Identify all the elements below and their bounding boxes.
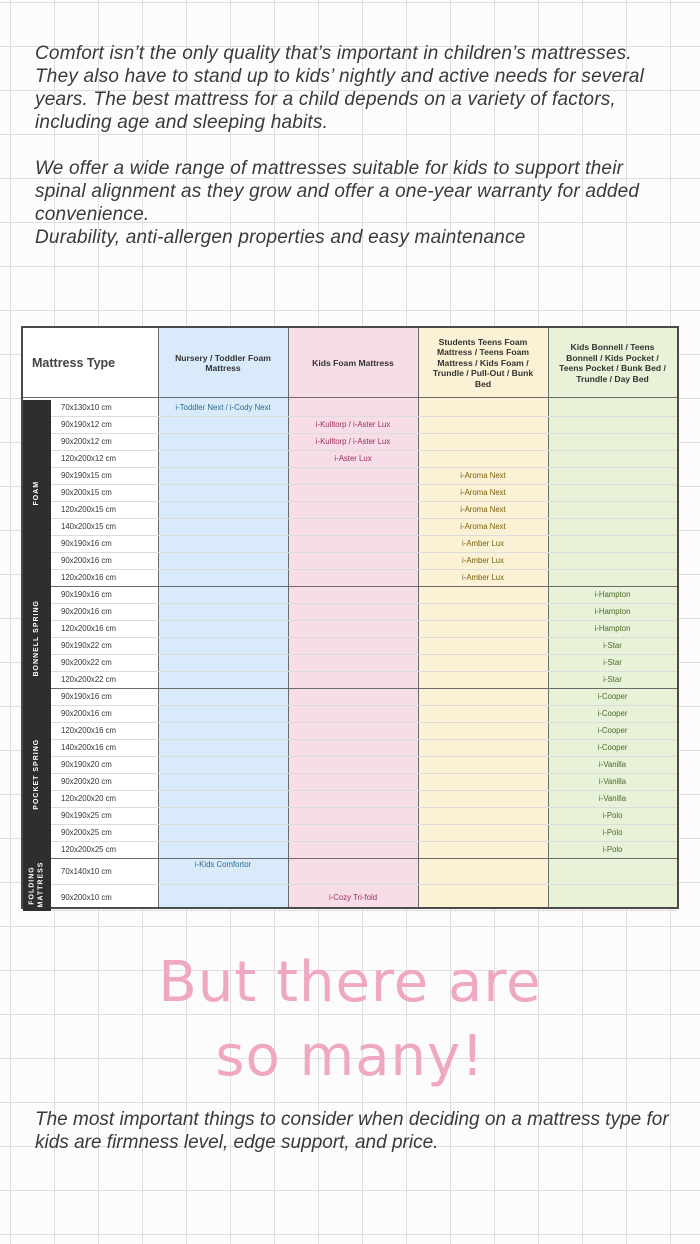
model-cell: i-Star xyxy=(603,675,622,684)
model-cell xyxy=(158,842,288,858)
table-row xyxy=(51,757,677,774)
model-cell xyxy=(288,502,418,518)
model-cell xyxy=(158,723,288,739)
model-cell xyxy=(158,434,288,450)
model-cell xyxy=(288,604,418,620)
model-cell: i-Amber Lux xyxy=(461,573,505,582)
model-cell xyxy=(158,587,288,603)
size-cell: 120x200x15 cm xyxy=(61,505,117,514)
model-cell xyxy=(288,468,418,484)
model-cell: i-Cooper xyxy=(597,692,628,701)
model-cell xyxy=(418,400,548,416)
table-row xyxy=(51,774,677,791)
table-row xyxy=(51,808,677,825)
size-cell: 90x190x16 cm xyxy=(61,590,112,599)
model-cell xyxy=(418,434,548,450)
table-row xyxy=(51,570,677,587)
size-cell: 90x200x22 cm xyxy=(61,658,112,667)
size-cell: 120x200x16 cm xyxy=(61,726,117,735)
model-cell xyxy=(288,672,418,688)
table-row xyxy=(51,604,677,621)
size-cell: 120x200x12 cm xyxy=(61,454,117,463)
table-row xyxy=(51,417,677,434)
model-cell xyxy=(288,553,418,569)
model-cell xyxy=(288,706,418,722)
model-cell: i-Kulltorp / i-Aster Lux xyxy=(315,437,391,446)
header-kids-foam: Kids Foam Mattress xyxy=(312,357,394,368)
model-cell xyxy=(548,885,677,910)
size-cell: 120x200x22 cm xyxy=(61,675,117,684)
model-cell: i-Polo xyxy=(602,811,623,820)
size-cell: 120x200x16 cm xyxy=(61,573,117,582)
model-cell: i-Aroma Next xyxy=(460,505,506,514)
table-row xyxy=(51,689,677,706)
group-label xyxy=(23,400,51,587)
model-cell: i-Vanilla xyxy=(598,760,627,769)
model-cell: i-Star xyxy=(603,641,622,650)
model-cell xyxy=(548,570,677,586)
table-row xyxy=(51,587,677,604)
table-row xyxy=(51,468,677,485)
model-cell xyxy=(288,570,418,586)
model-cell xyxy=(158,791,288,807)
model-cell xyxy=(418,451,548,467)
model-cell xyxy=(158,519,288,535)
size-cell: 90x190x12 cm xyxy=(61,420,112,429)
model-cell xyxy=(158,570,288,586)
table-row xyxy=(51,672,677,689)
model-cell xyxy=(158,689,288,705)
model-cell xyxy=(158,706,288,722)
intro-paragraph-3: Durability, anti-allergen properties and easy maintenance xyxy=(35,227,526,248)
model-cell xyxy=(288,859,418,884)
model-cell xyxy=(158,621,288,637)
model-cell xyxy=(418,825,548,841)
model-cell xyxy=(418,842,548,858)
model-cell xyxy=(288,638,418,654)
model-cell xyxy=(418,706,548,722)
model-cell xyxy=(548,502,677,518)
model-cell xyxy=(288,536,418,552)
model-cell xyxy=(288,842,418,858)
model-cell xyxy=(158,502,288,518)
size-cell: 90x190x22 cm xyxy=(61,641,112,650)
size-cell: 120x200x20 cm xyxy=(61,794,117,803)
model-cell: i-Aster Lux xyxy=(334,454,372,463)
model-cell: i-Aroma Next xyxy=(460,488,506,497)
model-cell: i-Vanilla xyxy=(598,794,627,803)
size-cell: 90x190x16 cm xyxy=(61,539,112,548)
model-cell: i-Cooper xyxy=(597,743,628,752)
group-label-text: FOAM xyxy=(32,481,40,506)
model-cell xyxy=(288,621,418,637)
model-cell xyxy=(158,417,288,433)
table-row xyxy=(51,723,677,740)
model-cell xyxy=(158,553,288,569)
model-cell: i-Hampton xyxy=(594,624,631,633)
model-cell xyxy=(288,655,418,671)
headline-line-1: But there are xyxy=(158,950,542,1015)
model-cell xyxy=(158,757,288,773)
model-cell xyxy=(158,740,288,756)
model-cell xyxy=(418,672,548,688)
model-cell xyxy=(158,485,288,501)
size-cell: 140x200x15 cm xyxy=(61,522,117,531)
model-cell xyxy=(418,757,548,773)
model-cell: i-Vanilla xyxy=(598,777,627,786)
table-row xyxy=(51,859,677,885)
size-cell: 90x190x16 cm xyxy=(61,692,112,701)
intro-paragraph-2: We offer a wide range of mattresses suitable for kids to support their spinal alignment as they grow and offer a one-year warranty for added convenience. xyxy=(35,158,640,225)
model-cell xyxy=(288,791,418,807)
size-cell: 90x200x12 cm xyxy=(61,437,112,446)
size-cell: 90x200x10 cm xyxy=(61,893,112,902)
model-cell: i-Polo xyxy=(602,828,623,837)
model-cell xyxy=(288,400,418,416)
table-row xyxy=(51,885,677,911)
model-cell: i-Cooper xyxy=(597,709,628,718)
model-cell xyxy=(418,774,548,790)
group-label xyxy=(23,689,51,859)
size-cell: 90x200x15 cm xyxy=(61,488,112,497)
intro-paragraph-1: Comfort isn’t the only quality that’s important in children’s mattresses. They also have to stand up to kids’ nightly and active needs for several years. The best mattress for a child depends on a variety of factors, including age and sleeping habits. xyxy=(35,43,645,133)
table-row xyxy=(51,536,677,553)
model-cell xyxy=(418,791,548,807)
model-cell xyxy=(158,825,288,841)
size-cell: 90x200x25 cm xyxy=(61,828,112,837)
table-row xyxy=(51,485,677,502)
mattress-table xyxy=(21,326,679,909)
model-cell xyxy=(548,859,677,884)
model-cell xyxy=(158,885,288,910)
model-cell xyxy=(158,468,288,484)
intro-text xyxy=(35,42,675,249)
header-mattress-type: Mattress Type xyxy=(32,355,116,370)
model-cell: i-Polo xyxy=(602,845,623,854)
model-cell xyxy=(548,485,677,501)
model-cell xyxy=(158,604,288,620)
table-row xyxy=(51,400,677,417)
model-cell: i-Kids Comfortor xyxy=(194,860,252,869)
model-cell xyxy=(418,859,548,884)
size-cell: 140x200x16 cm xyxy=(61,743,117,752)
model-cell xyxy=(288,723,418,739)
model-cell xyxy=(418,689,548,705)
table-row xyxy=(51,638,677,655)
model-cell xyxy=(548,434,677,450)
model-cell xyxy=(158,451,288,467)
group-label xyxy=(23,587,51,689)
model-cell xyxy=(548,519,677,535)
table-row xyxy=(51,451,677,468)
model-cell xyxy=(288,774,418,790)
model-cell xyxy=(548,451,677,467)
outro-text: The most important things to consider when deciding on a mattress type for kids are firmness level, edge support, and price. xyxy=(35,1109,669,1153)
model-cell xyxy=(288,689,418,705)
model-cell: i-Hampton xyxy=(594,607,631,616)
model-cell xyxy=(548,536,677,552)
model-cell xyxy=(418,638,548,654)
table-header xyxy=(23,328,677,398)
headline-line-2: so many! xyxy=(215,1024,485,1089)
model-cell xyxy=(418,621,548,637)
model-cell xyxy=(418,723,548,739)
size-cell: 120x200x16 cm xyxy=(61,624,117,633)
model-cell xyxy=(548,400,677,416)
model-cell xyxy=(158,774,288,790)
table-row xyxy=(51,655,677,672)
size-cell: 90x200x16 cm xyxy=(61,556,112,565)
size-cell: 90x190x25 cm xyxy=(61,811,112,820)
model-cell xyxy=(288,519,418,535)
table-row xyxy=(51,825,677,842)
table-row xyxy=(51,842,677,859)
group-label-text: BONNELL SPRING xyxy=(32,599,40,677)
model-cell xyxy=(548,417,677,433)
model-cell xyxy=(288,757,418,773)
group-label-text: POCKET SPRING xyxy=(32,738,40,810)
table-row xyxy=(51,621,677,638)
table-row xyxy=(51,740,677,757)
model-cell xyxy=(288,485,418,501)
model-cell xyxy=(418,740,548,756)
model-cell xyxy=(548,553,677,569)
model-cell xyxy=(548,468,677,484)
model-cell: i-Aroma Next xyxy=(460,471,506,480)
model-cell xyxy=(418,808,548,824)
group-label-text: FOLDING MATTRESS xyxy=(28,861,44,907)
table-row xyxy=(51,519,677,536)
model-cell xyxy=(288,808,418,824)
model-cell xyxy=(288,825,418,841)
table-row xyxy=(51,706,677,723)
group-label xyxy=(23,859,51,911)
size-cell: 70x130x10 cm xyxy=(61,403,112,412)
model-cell: i-Amber Lux xyxy=(461,556,505,565)
size-cell: 90x200x16 cm xyxy=(61,709,112,718)
model-cell xyxy=(288,740,418,756)
size-cell: 90x190x20 cm xyxy=(61,760,112,769)
model-cell xyxy=(418,655,548,671)
model-cell xyxy=(418,885,548,910)
size-cell: 90x200x20 cm xyxy=(61,777,112,786)
model-cell: i-Hampton xyxy=(594,590,631,599)
model-cell xyxy=(158,638,288,654)
model-cell: i-Toddler Next / i-Cody Next xyxy=(175,403,271,412)
model-cell xyxy=(288,587,418,603)
size-cell: 90x190x15 cm xyxy=(61,471,112,480)
size-cell: 90x200x16 cm xyxy=(61,607,112,616)
size-cell: 120x200x25 cm xyxy=(61,845,117,854)
table-row xyxy=(51,502,677,519)
model-cell xyxy=(418,587,548,603)
header-nursery-toddler: Nursery / Toddler Foam Mattress xyxy=(175,352,271,373)
model-cell xyxy=(158,672,288,688)
header-kids-spring: Kids Bonnell / Teens Bonnell / Kids Pocket / Teens Pocket / Bunk Bed / Trundle / Day Bed xyxy=(559,342,666,384)
model-cell xyxy=(158,536,288,552)
table-row xyxy=(51,791,677,808)
size-cell: 70x140x10 cm xyxy=(61,867,112,876)
model-cell: i-Cozy Tri-fold xyxy=(328,893,378,902)
model-cell xyxy=(158,655,288,671)
table-row xyxy=(51,553,677,570)
table-row xyxy=(51,434,677,451)
model-cell xyxy=(158,808,288,824)
model-cell xyxy=(418,604,548,620)
model-cell: i-Star xyxy=(603,658,622,667)
model-cell: i-Kulltorp / i-Aster Lux xyxy=(315,420,391,429)
model-cell: i-Amber Lux xyxy=(461,539,505,548)
model-cell: i-Cooper xyxy=(597,726,628,735)
header-students-teens: Students Teens Foam Mattress / Teens Foam Mattress / Kids Foam / Trundle / Pull-Out / Bunk Bed xyxy=(432,336,534,389)
model-cell xyxy=(418,417,548,433)
model-cell: i-Aroma Next xyxy=(460,522,506,531)
